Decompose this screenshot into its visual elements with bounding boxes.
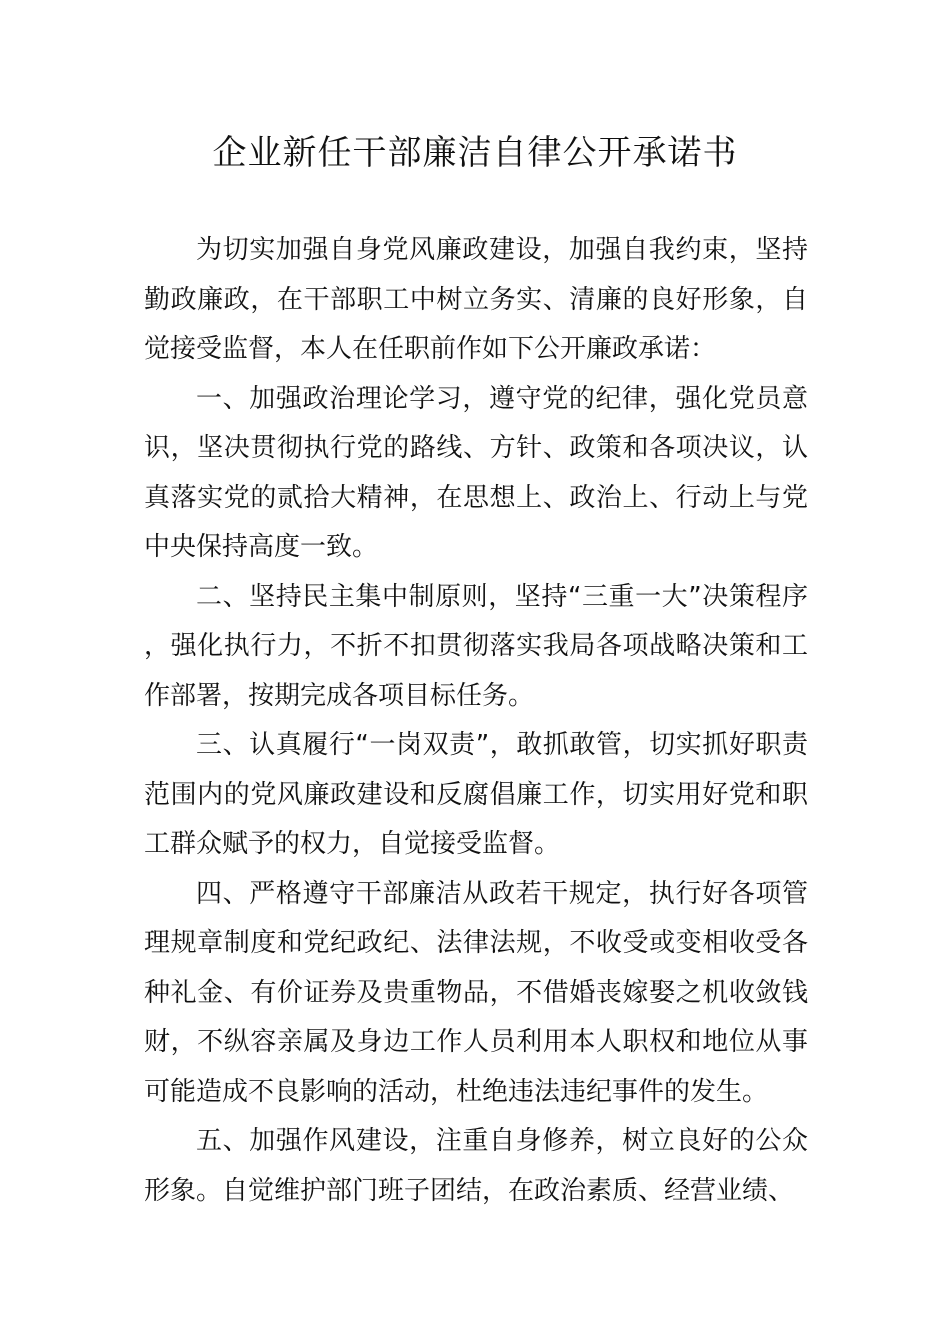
paragraph-item-3: 三、认真履行“一岗双责”，敢抓敢管，切实抓好职责范围内的党风廉政建设和反腐倡廉工作，切实用好党和职工群众赋予的权力，自觉接受监督。 <box>144 730 808 859</box>
paragraph-item-4: 四、严格遵守干部廉洁从政若干规定，执行好各项管理规章制度和党纪政纪、法律法规，不收受或变相收受各种礼金、有价证券及贵重物品，不借婚丧嫁娶之机收敛钱财，不纵容亲属及身边工作人员利用本人职权和地位从事可能造成不良影响的活动，杜绝违法违纪事件的发生。 <box>144 878 808 1107</box>
paragraph-item-2: 二、坚持民主集中制原则，坚持“三重一大”决策程序，强化执行力，不折不扣贯彻落实我局各项战略决策和工作部署，按期完成各项目标任务。 <box>144 581 808 711</box>
paragraph-item-1: 一、加强政治理论学习，遵守党的纪律，强化党员意识，坚决贯彻执行党的路线、方针、政策和各项决议，认真落实党的贰拾大精神，在思想上、政治上、行动上与党中央保持高度一致。 <box>144 383 808 562</box>
document-body <box>144 226 808 1216</box>
document-title: 企业新任干部廉洁自律公开承诺书 <box>212 133 738 173</box>
paragraph-intro: 为切实加强自身党风廉政建设，加强自我约束，坚持勤政廉政，在干部职工中树立务实、清廉的良好形象，自觉接受监督，本人在任职前作如下公开廉政承诺： <box>144 235 808 364</box>
paragraph-item-5: 五、加强作风建设，注重自身修养，树立良好的公众形象。自觉维护部门班子团结，在政治素质、经营业绩、 <box>144 1126 808 1206</box>
